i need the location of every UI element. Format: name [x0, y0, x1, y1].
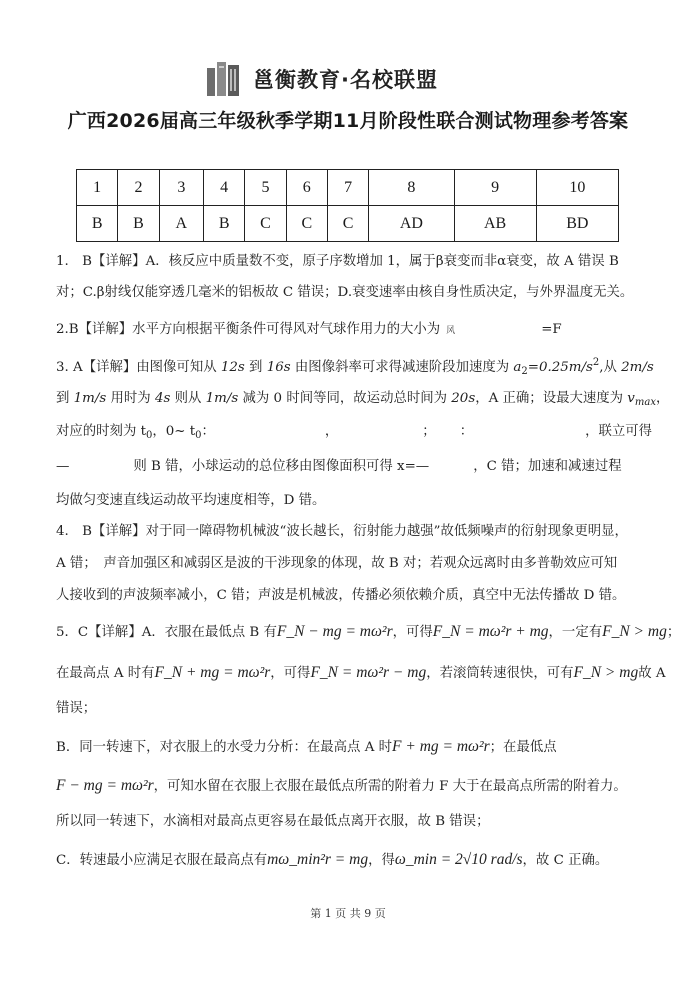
- q5-equation: F_N − mg = mω²r: [276, 623, 393, 640]
- q3-time-20s: 20s: [451, 391, 476, 406]
- q3-text: 对应的时刻为 t: [56, 424, 146, 439]
- q5-text: 5．C【详解】A．衣服在最低点 B 有: [56, 625, 277, 640]
- question-number-cell: 7: [327, 170, 368, 206]
- question-number-cell: 5: [245, 170, 286, 206]
- answer-cell: A: [159, 206, 203, 242]
- q5-text: C．转速最小应满足衣服在最高点有: [56, 853, 268, 868]
- answer-table: [76, 169, 619, 242]
- q5-text: ，若滚筒转速很快，可有: [426, 666, 574, 681]
- q5-text: 在最高点 A 时有: [56, 666, 155, 681]
- q5-equation: F − mg = mω²r: [56, 777, 154, 794]
- q3-speed-2: 2m/s: [621, 360, 654, 375]
- q5-equation: F + mg = mω²r: [392, 738, 490, 755]
- q3-line-1: [56, 357, 676, 378]
- q2-force: =F: [541, 322, 562, 337]
- question-number-cell: 8: [369, 170, 454, 206]
- q2-line: [56, 322, 676, 338]
- question-number-cell: 4: [204, 170, 245, 206]
- q3-text: ，A 正确；设最大速度为: [475, 391, 628, 406]
- q3-text: 到: [244, 360, 267, 375]
- q3-punct: ：: [459, 424, 474, 439]
- q4-line-2: A 错； 声音加强区和减弱区是波的干涉现象的体现，故 B 对；若观众远离时由多普勒效应可知: [56, 556, 618, 571]
- q3-text: 用时为: [106, 391, 155, 406]
- document-title: 广西2026届高三年级秋季学期11月阶段性联合测试物理参考答案: [67, 110, 629, 132]
- q3-text: ，: [655, 391, 670, 406]
- answer-cell: AB: [454, 206, 536, 242]
- q3-text: 则从: [170, 391, 206, 406]
- q3-time-12s: 12s: [220, 360, 245, 375]
- q5-equation: F_N > mg: [602, 623, 667, 640]
- q3-speed-1b: 1m/s: [205, 391, 239, 406]
- q5-text: ，可得: [392, 625, 433, 640]
- q3-line-4: [56, 459, 676, 475]
- q3-text: 3. A【详解】由图像可知从: [56, 360, 221, 375]
- question-number-cell: 3: [159, 170, 203, 206]
- q5-text: B．同一转速下，对衣服上的水受力分析：在最高点 A 时: [56, 740, 393, 755]
- q5-equation: mω_min²r = mg: [267, 851, 369, 868]
- q3-vmax-sub: max: [634, 397, 656, 408]
- q3-time-16s: 16s: [266, 360, 291, 375]
- q3-line-3: [56, 424, 676, 442]
- q5-equation: F_N > mg: [573, 664, 639, 681]
- q5-text: ，一定有: [548, 625, 603, 640]
- answer-cell: B: [118, 206, 159, 242]
- q3-accel-value: =0.25m/s: [527, 360, 593, 375]
- answer-cell: B: [77, 206, 118, 242]
- answer-cell: C: [286, 206, 327, 242]
- book-logo-icon: [205, 60, 241, 98]
- answer-cell: BD: [536, 206, 618, 242]
- q3-dash: —: [56, 459, 70, 474]
- q5-text: ，可得: [270, 666, 311, 681]
- q5-text: ；在最低点: [489, 740, 557, 755]
- q3-text: 则 B 错，小球运动的总位移由图像面积可得 x=—: [133, 459, 430, 474]
- header-logo-row: [205, 58, 438, 100]
- q3-line-5: 均做匀变速直线运动故平均速度相等，D 错。: [56, 493, 326, 508]
- q1-line-2: 对；C.β射线仅能穿透几毫米的铝板故 C 错误；D.衰变速率由核自身性质决定，与外界温度无关。: [56, 285, 634, 300]
- question-number-cell: 10: [536, 170, 618, 206]
- q3-line-2: [56, 391, 676, 409]
- question-number-cell: 2: [118, 170, 159, 206]
- q3-punct: ，: [324, 424, 339, 439]
- q5-b-line-1: [56, 738, 676, 757]
- q5-b-line-3: 所以同一转速下，水滴相对最高点更容易在最低点离开衣服，故 B 错误；: [56, 814, 490, 829]
- q3-punct: ；: [422, 424, 436, 439]
- answer-cell: C: [245, 206, 286, 242]
- q3-text: ：: [201, 424, 215, 439]
- q5-text: ，可知水留在衣服上衣服在最低点所需的附着力 F 大于在最高点所需的附着力。: [153, 779, 627, 794]
- q5-line-1: [56, 623, 681, 642]
- q2-text: 2.B【详解】水平方向根据平衡条件可得风对气球作用力的大小为: [56, 322, 441, 337]
- q3-text: 减为 0 时间等同，故运动总时间为: [238, 391, 452, 406]
- question-number-cell: 6: [286, 170, 327, 206]
- q3-speed-1: 1m/s: [73, 391, 107, 406]
- q5-equation: F_N + mg = mω²r: [154, 664, 271, 681]
- answer-cell: B: [204, 206, 245, 242]
- q5-text: ，故 C 正确。: [522, 853, 609, 868]
- q3-text: 由图像斜率可求得减速阶段加速度为: [290, 360, 514, 375]
- q3-accel-sub: 2: [521, 366, 528, 377]
- q5-c-line: [56, 851, 676, 870]
- brand-name: 邕衡教育·名校联盟: [253, 68, 438, 92]
- q3-sub: 0: [195, 430, 202, 441]
- q5-text: ，得: [368, 853, 395, 868]
- q5-line-3: 错误；: [56, 701, 97, 716]
- q5-line-2: [56, 664, 676, 683]
- q3-text: ，0~ t: [152, 424, 196, 439]
- question-number-cell: 9: [454, 170, 536, 206]
- q5-b-line-2: [56, 777, 676, 796]
- answer-cell: AD: [369, 206, 454, 242]
- q3-vmax-symbol: v: [627, 391, 635, 406]
- q5-equation: F_N = mω²r − mg: [310, 664, 427, 681]
- page-footer: 第 1 页 共 9 页: [310, 907, 386, 920]
- question-number-cell: 1: [77, 170, 118, 206]
- q4-line-1: 4. B【详解】对于同一障碍物机械波“波长越长，衍射能力越强”故低频噪声的衍射现象更明显，: [56, 524, 628, 539]
- q3-sub: 0: [145, 430, 153, 441]
- q3-time-4s: 4s: [154, 391, 171, 406]
- q1-line-1: 1. B【详解】A．核反应中质量数不变，原子序数增加 1，属于β衰变而非α衰变，故 A 错误 B: [56, 254, 619, 269]
- q5-equation: F_N = mω²r + mg: [432, 623, 549, 640]
- q4-line-3: 人接收到的声波频率减小，C 错；声波是机械波，传播必须依赖介质，真空中无法传播故 D 错。: [56, 588, 626, 603]
- q3-text: ，联立可得: [585, 424, 653, 439]
- q5-text: ；: [666, 625, 681, 640]
- q3-accel-sup: 2: [592, 357, 600, 368]
- q5-text: 故 A: [638, 666, 666, 681]
- q3-accel-symbol: a: [513, 360, 522, 375]
- q3-text: 到: [56, 391, 74, 406]
- q3-text: ,从: [599, 360, 622, 375]
- q3-text: ，C 错；加速和减速过程: [473, 459, 622, 474]
- q5-equation: ω_min = 2√10 rad/s: [394, 851, 523, 868]
- q2-feng-subscript: 风: [446, 326, 456, 336]
- table-row-numbers: [77, 170, 619, 206]
- answer-cell: C: [327, 206, 368, 242]
- table-row-answers: [77, 206, 619, 242]
